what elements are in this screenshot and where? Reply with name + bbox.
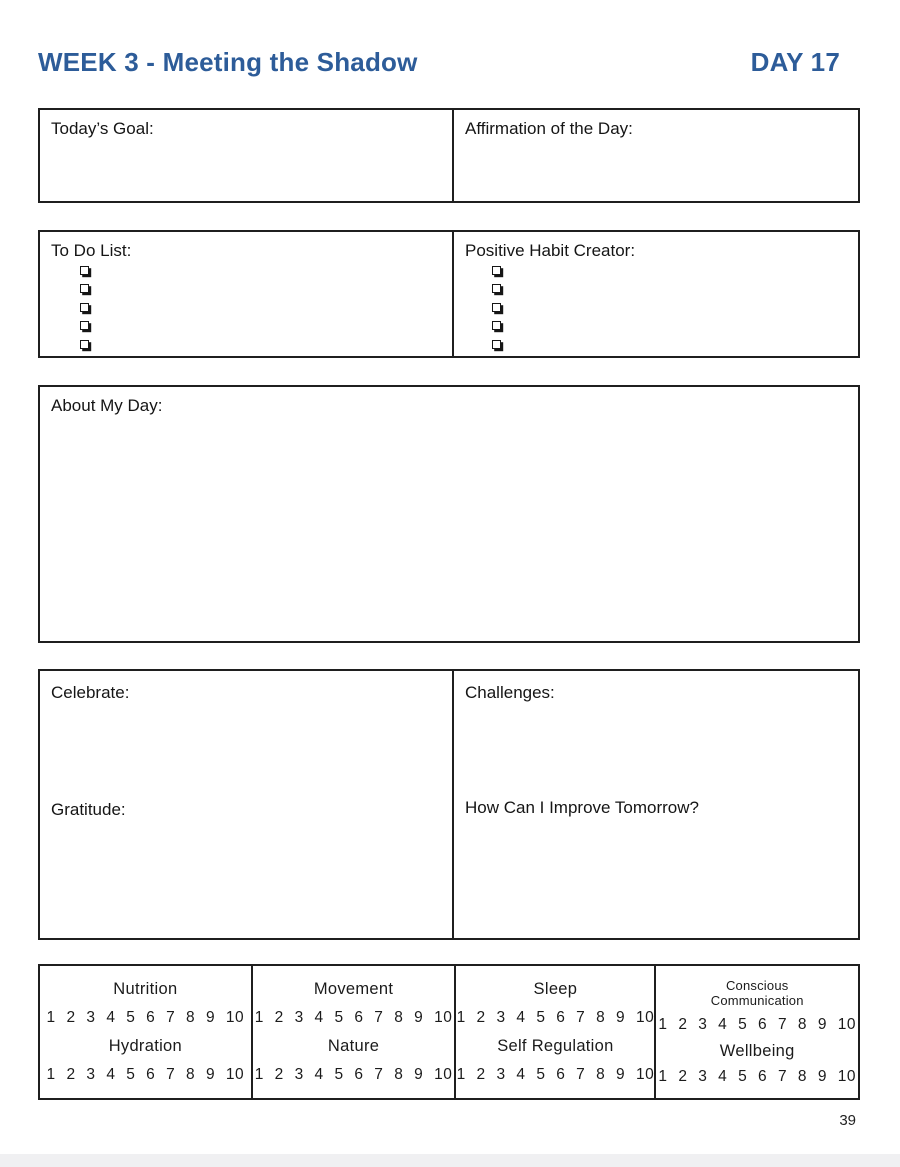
checkbox-icon[interactable] (80, 303, 89, 312)
rating-cell-communication-wellbeing (654, 966, 858, 1098)
habit-item-row (492, 335, 501, 354)
ratings-grid (38, 964, 860, 1100)
todays-goal-input-area[interactable] (40, 144, 452, 201)
rating-scale[interactable]: 1 2 3 4 5 6 7 8 9 10 (46, 1066, 245, 1083)
affirmation-label: Affirmation of the Day: (465, 119, 633, 138)
page-title: WEEK 3 - Meeting the Shadow (38, 46, 418, 77)
habit-creator-section (452, 232, 858, 356)
checkbox-icon[interactable] (492, 303, 501, 312)
todo-list-label: To Do List: (51, 241, 132, 260)
page-number: 39 (839, 1112, 856, 1129)
rating-title: Movement (313, 980, 394, 998)
rating-title: Nutrition (113, 980, 178, 998)
habit-creator-label: Positive Habit Creator: (465, 241, 636, 260)
rating-title: Wellbeing (719, 1041, 795, 1060)
page-header (38, 44, 840, 80)
rating-cell-sleep-selfregulation (454, 966, 654, 1098)
checkbox-icon[interactable] (80, 284, 89, 293)
day-label: DAY 17 (750, 46, 840, 77)
todo-item-row (80, 317, 89, 336)
celebrate-label: Celebrate: (51, 683, 130, 702)
rating-title: Nature (327, 1037, 380, 1055)
todo-item-row (80, 298, 89, 317)
rating-scale[interactable]: 1 2 3 4 5 6 7 8 9 10 (658, 1068, 856, 1086)
todays-goal-label: Today’s Goal: (51, 119, 154, 138)
todo-habit-box (38, 230, 860, 358)
todays-goal-section (40, 110, 452, 201)
todo-checkbox-list (80, 261, 89, 354)
rating-title: Self Regulation (497, 1037, 614, 1055)
todo-list-section (40, 232, 452, 356)
checkbox-icon[interactable] (492, 340, 501, 349)
checkbox-icon[interactable] (492, 266, 501, 275)
affirmation-input-area[interactable] (454, 144, 858, 201)
habit-item-row (492, 317, 501, 336)
page-bottom-edge (0, 1154, 900, 1167)
goal-affirmation-box (38, 108, 860, 203)
todo-item-row (80, 335, 89, 354)
rating-scale[interactable]: 1 2 3 4 5 6 7 8 9 10 (456, 1009, 655, 1026)
challenges-improve-section (452, 671, 858, 938)
checkbox-icon[interactable] (492, 284, 501, 293)
rating-scale[interactable]: 1 2 3 4 5 6 7 8 9 10 (46, 1009, 245, 1026)
rating-scale[interactable]: 1 2 3 4 5 6 7 8 9 10 (658, 1016, 856, 1034)
challenges-label: Challenges: (465, 683, 555, 702)
improve-tomorrow-label: How Can I Improve Tomorrow? (465, 798, 699, 817)
affirmation-section (452, 110, 858, 201)
habit-item-row (492, 261, 501, 280)
habit-checkbox-list (492, 261, 501, 354)
celebrate-gratitude-section (40, 671, 452, 938)
todo-item-row (80, 280, 89, 299)
habit-item-row (492, 298, 501, 317)
checkbox-icon[interactable] (80, 321, 89, 330)
challenges-improve-input-area[interactable] (454, 705, 858, 938)
rating-cell-movement-nature (251, 966, 455, 1098)
checkbox-icon[interactable] (80, 340, 89, 349)
rating-scale[interactable]: 1 2 3 4 5 6 7 8 9 10 (254, 1009, 453, 1026)
rating-title: Hydration (108, 1037, 183, 1055)
rating-title: Conscious Communication (710, 977, 804, 1009)
checkbox-icon[interactable] (80, 266, 89, 275)
reflection-box (38, 669, 860, 940)
about-my-day-label: About My Day: (51, 396, 163, 415)
rating-scale[interactable]: 1 2 3 4 5 6 7 8 9 10 (456, 1066, 655, 1083)
rating-scale[interactable]: 1 2 3 4 5 6 7 8 9 10 (254, 1066, 453, 1083)
habit-item-row (492, 280, 501, 299)
todo-item-row (80, 261, 89, 280)
celebrate-gratitude-input-area[interactable] (40, 705, 452, 938)
about-my-day-box (38, 385, 860, 643)
rating-title: Sleep (533, 980, 578, 998)
checkbox-icon[interactable] (492, 321, 501, 330)
rating-cell-nutrition-hydration (40, 966, 251, 1098)
about-my-day-input-area[interactable] (40, 421, 858, 641)
gratitude-label: Gratitude: (51, 800, 126, 819)
